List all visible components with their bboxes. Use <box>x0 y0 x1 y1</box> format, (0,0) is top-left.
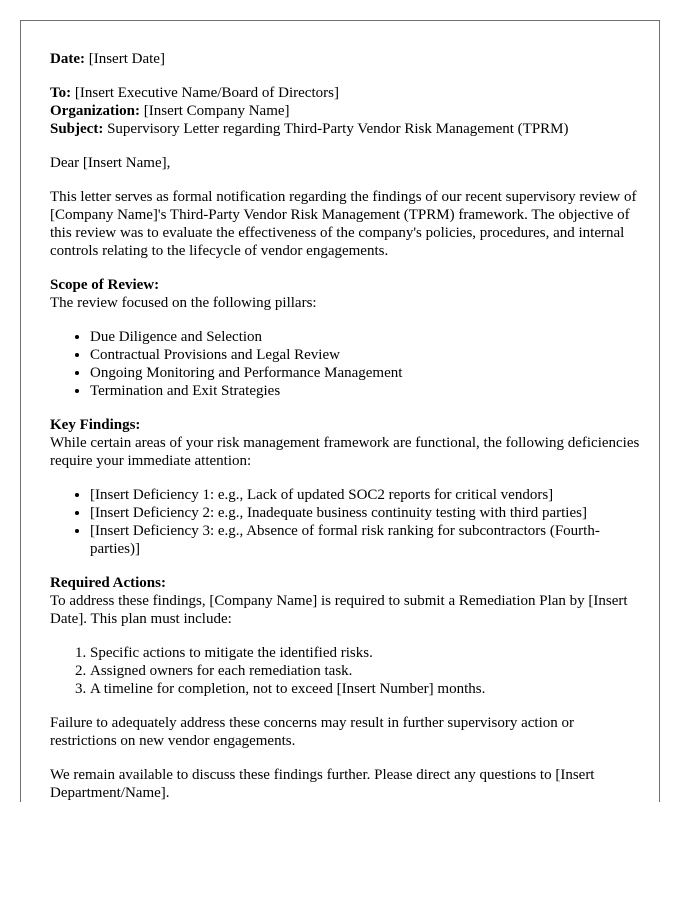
findings-section <box>50 416 640 558</box>
to-label: To: <box>50 85 72 101</box>
list-item: • Contractual Provisions and Legal Review <box>90 346 640 364</box>
list-item: 1. Specific actions to mitigate the identified risks. <box>90 644 640 662</box>
findings-title: Key Findings: <box>50 417 141 433</box>
scope-list <box>50 328 640 400</box>
findings-list <box>50 486 640 558</box>
list-item: • Due Diligence and Selection <box>90 328 640 346</box>
organization-label: Organization: <box>50 103 140 119</box>
intro-paragraph: This letter serves as formal notification regarding the findings of our recent supervisory review of [Company Name]'s Third-Party Vendor Risk Management (TPRM) framework. The objective of this review was to evaluate the effectiveness of the company's policies, procedures, and internal controls relating to the lifecycle of vendor engagements. <box>50 189 637 259</box>
actions-section <box>50 574 640 698</box>
list-item: 2. Assigned owners for each remediation task. <box>90 662 640 680</box>
salutation: Dear [Insert Name], <box>50 155 171 171</box>
list-item: • Ongoing Monitoring and Performance Management <box>90 364 640 382</box>
scope-text: The review focused on the following pillars: <box>50 295 317 311</box>
date-label: Date: <box>50 51 85 67</box>
organization-line <box>50 102 640 120</box>
list-item: • Termination and Exit Strategies <box>90 382 640 400</box>
list-item: 3. A timeline for completion, not to exceed [Insert Number] months. <box>90 680 640 698</box>
date-line <box>50 50 640 68</box>
organization-value: [Insert Company Name] <box>143 103 290 119</box>
list-item: • [Insert Deficiency 1: e.g., Lack of updated SOC2 reports for critical vendors] <box>90 486 640 504</box>
subject-line <box>50 120 640 138</box>
consequence-paragraph: Failure to adequately address these concerns may result in further supervisory action or restrictions on new vendor engagements. <box>50 715 574 749</box>
letter-content <box>50 50 640 802</box>
scope-title: Scope of Review: <box>50 277 160 293</box>
subject-value: Supervisory Letter regarding Third-Party Vendor Risk Management (TPRM) <box>107 121 569 137</box>
letter-page <box>20 20 660 802</box>
subject-label: Subject: <box>50 121 104 137</box>
actions-text: To address these findings, [Company Name] is required to submit a Remediation Plan by [Insert Date]. This plan must include: <box>50 593 628 627</box>
date-value: [Insert Date] <box>88 51 165 67</box>
list-item: • [Insert Deficiency 3: e.g., Absence of formal risk ranking for subcontractors (Fourth-parties)] <box>90 522 640 558</box>
findings-text: While certain areas of your risk management framework are functional, the following deficiencies require your immediate attention: <box>50 435 640 469</box>
scope-section <box>50 276 640 400</box>
actions-list <box>50 644 640 698</box>
list-item: • [Insert Deficiency 2: e.g., Inadequate business continuity testing with third parties] <box>90 504 640 522</box>
to-value: [Insert Executive Name/Board of Directors] <box>74 85 339 101</box>
header-block <box>50 84 640 138</box>
to-line <box>50 84 640 102</box>
closing-paragraph: We remain available to discuss these findings further. Please direct any questions to [Insert Department/Name]. <box>50 767 595 801</box>
actions-title: Required Actions: <box>50 575 166 591</box>
